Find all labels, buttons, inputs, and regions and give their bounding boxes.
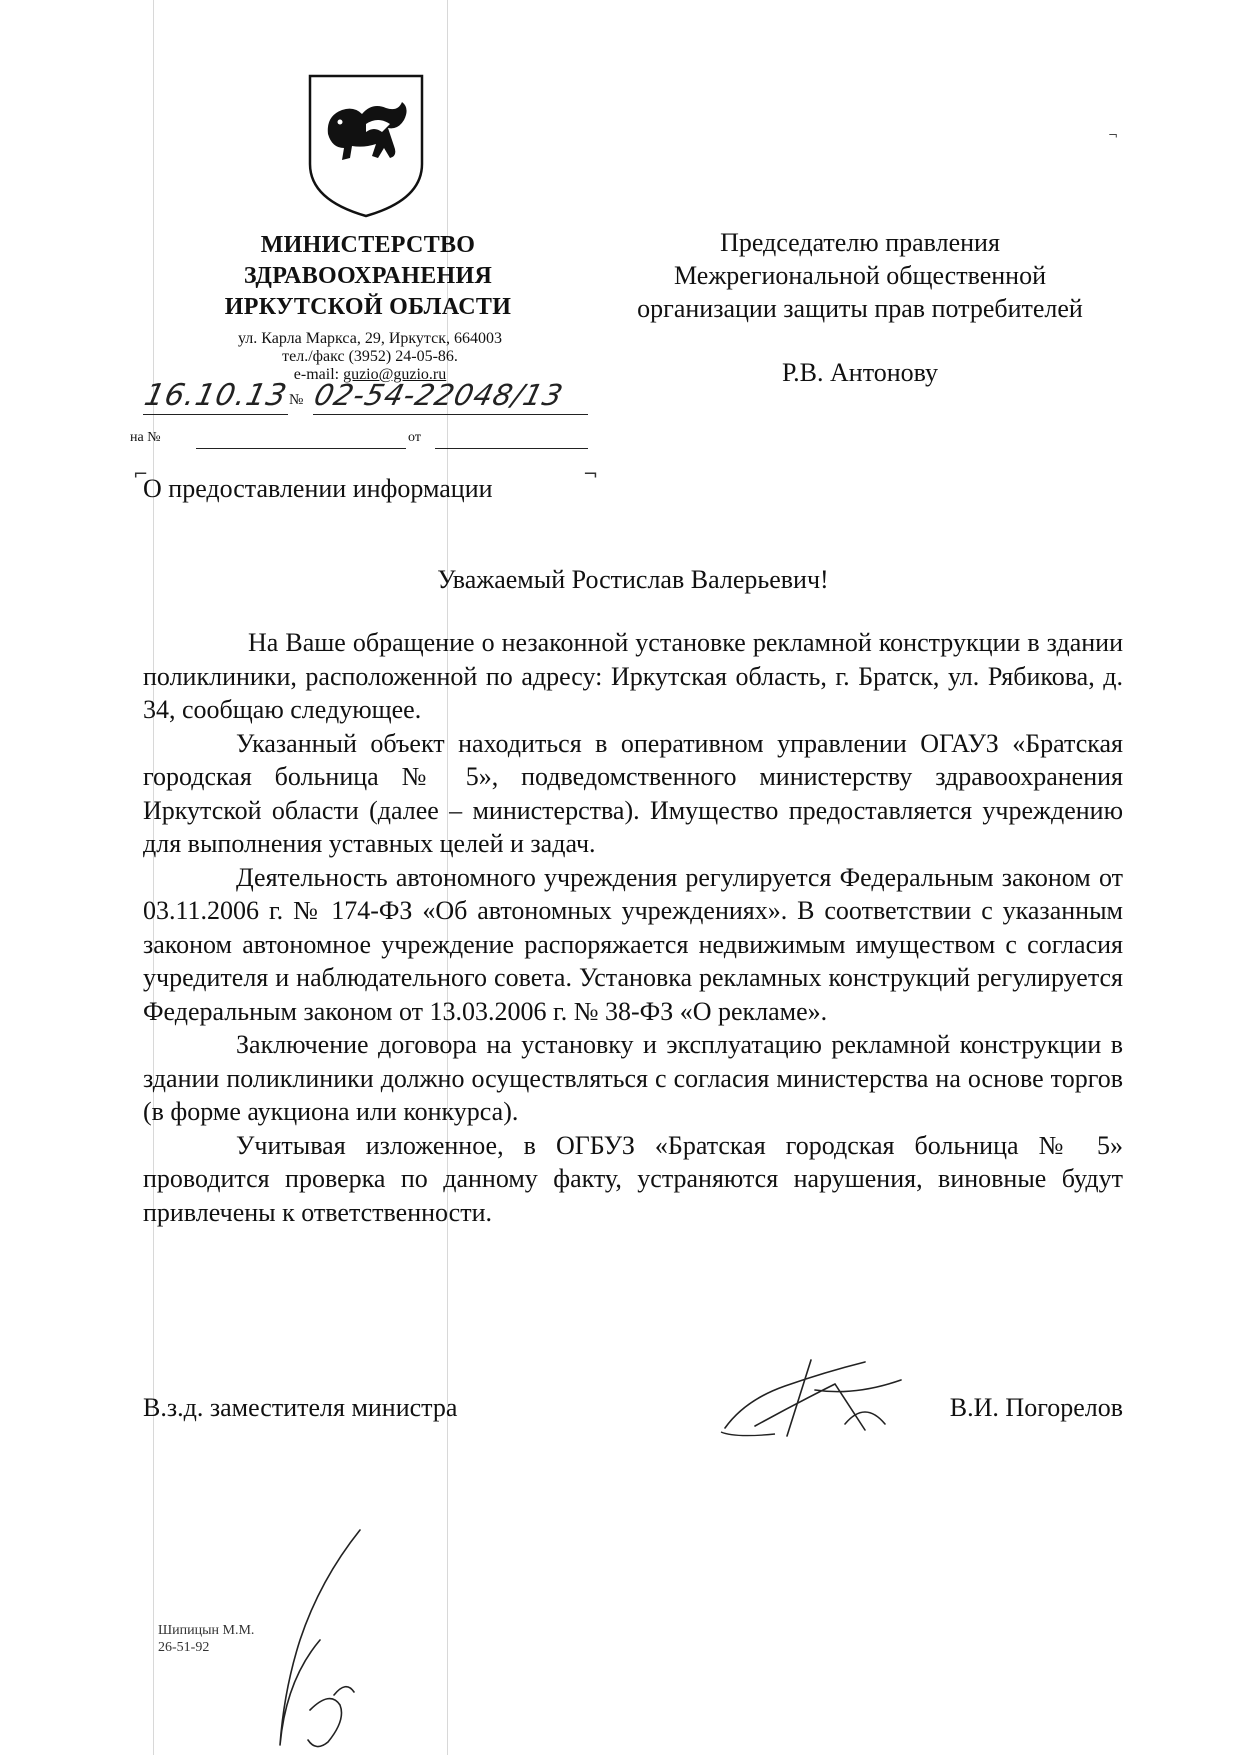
registration-number-label: № (289, 392, 304, 408)
registration-number: 02-54-22048/13 (310, 378, 567, 412)
salutation: Уважаемый Ростислав Валерьевич! (437, 565, 829, 594)
date-underline (143, 414, 288, 415)
executor-phone: 26-51-92 (158, 1640, 210, 1655)
addressee-line: организации защиты прав потребителей (637, 294, 1083, 323)
signatory-name: В.И. Погорелов (949, 1393, 1123, 1422)
executor-name: Шипицын М.М. (158, 1623, 255, 1638)
executor-signature (250, 1520, 390, 1755)
reference-date-blank (435, 448, 588, 449)
body-paragraph: Деятельность автономного учреждения регулируется Федеральным законом от 03.11.2006 г. № 174-ФЗ «Об автономных учреждениях». В соответствии с указанным законом автономное учреждение распоряжается недвижимым имуществом с согласия учредителя и наблюдательного совета. Установка рекламных конструкций регулируется Федеральным законом от 13.03.2006 г. № 38-ФЗ «О рекламе». (143, 862, 1123, 1026)
addressee-name: Р.В. Антонову (781, 358, 939, 387)
body-paragraph: Заключение договора на установку и эксплуатацию рекламной конструкции в здании поликлиники должно осуществляться с согласия министерства на основе торгов (в форме аукциона или конкурса). (143, 1030, 1123, 1126)
corner-mark: ¬ (1108, 128, 1119, 142)
reference-date-label: от (408, 430, 421, 445)
ministry-name-line: ИРКУТСКОЙ ОБЛАСТИ (224, 294, 512, 320)
addressee-line: Межрегиональной общественной (674, 261, 1046, 290)
body-paragraph: Учитывая изложенное, в ОГБУЗ «Братская городская больница № 5» проводится проверка по данному факту, устраняются нарушения, виновные будут привлечены к ответственности. (143, 1130, 1123, 1227)
signatory-position: В.з.д. заместителя министра (143, 1393, 458, 1422)
corner-bracket-left: ⌐ (133, 464, 149, 485)
body-paragraph: На Ваше обращение о незаконной установке рекламной конструкции в здании поликлиники, расположенной по адресу: Иркутская область, г. Братск, ул. Рябикова, д. 34, сообщаю следующее. (143, 628, 1123, 724)
reference-number-label: на № (130, 430, 161, 445)
addressee-line: Председателю правления (720, 228, 1000, 257)
reference-line (130, 430, 600, 456)
addressee-block (600, 226, 1120, 389)
number-underline (313, 414, 588, 415)
coat-of-arms-icon (306, 72, 426, 220)
ministry-contacts (200, 330, 540, 384)
ministry-name (218, 230, 518, 323)
signature-row (143, 1393, 1123, 1433)
executor-block (158, 1622, 254, 1656)
letter-subject: О предоставлении информации (143, 474, 493, 503)
ministry-email-link[interactable]: guzio@guzio.ru (343, 366, 447, 383)
registration-date: 16.10.13 (141, 378, 291, 413)
letter-body (143, 626, 1123, 1229)
reference-number-blank (196, 448, 406, 449)
ministry-address: ул. Карла Маркса, 29, Иркутск, 664003 (238, 330, 502, 347)
registration-line (143, 378, 593, 414)
ministry-name-line: ЗДРАВООХРАНЕНИЯ (243, 263, 493, 289)
email-label: e-mail: (293, 366, 344, 383)
body-paragraph: Указанный объект находиться в оперативном управлении ОГАУЗ «Братская городская больница № 5», подведомственного министерству здравоохранения Иркутской области (далее – министерства). Имущество предоставляется учреждению для выполнения уставных целей и задач. (143, 728, 1123, 858)
ministry-name-line: МИНИСТЕРСТВО (260, 232, 476, 258)
ministry-phone: тел./факс (3952) 24-05-86. (282, 348, 458, 365)
corner-bracket-right: ¬ (583, 464, 599, 485)
